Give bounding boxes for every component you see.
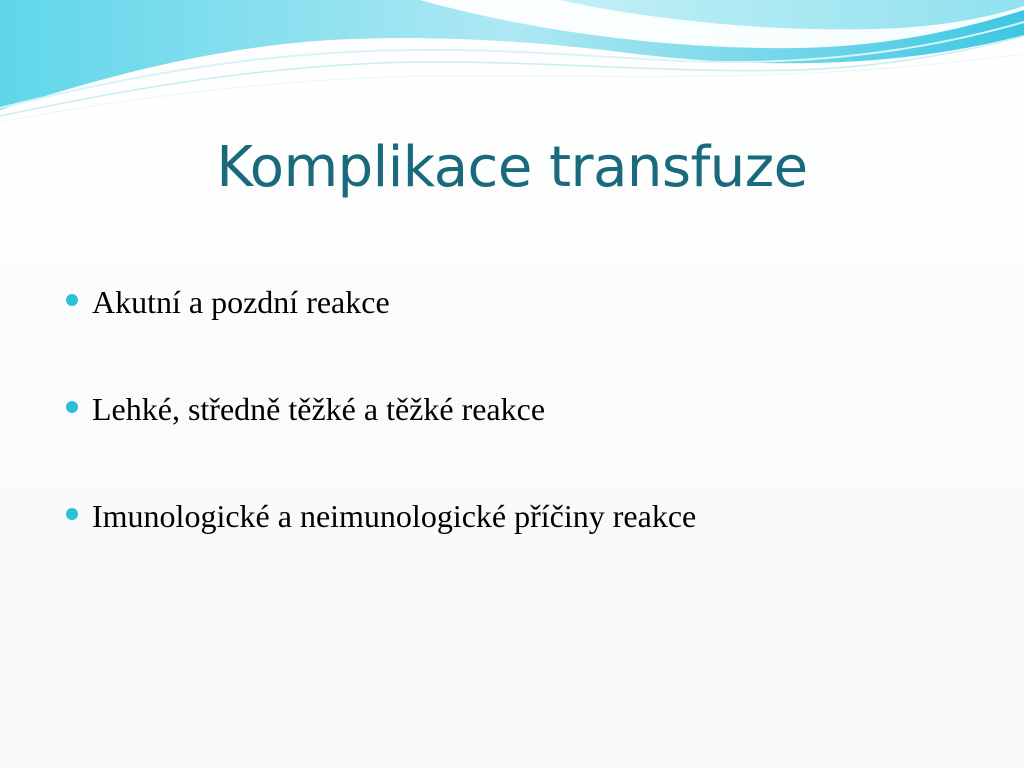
wave-decoration bbox=[0, 0, 1024, 125]
bullet-list bbox=[66, 280, 986, 601]
round-bullet-icon bbox=[66, 401, 78, 413]
slide-title: Komplikace transfuze bbox=[216, 135, 808, 200]
round-bullet-icon bbox=[66, 508, 78, 520]
bullet-item bbox=[66, 387, 986, 431]
bullet-text: Akutní a pozdní reakce bbox=[92, 284, 390, 320]
bullet-item bbox=[66, 280, 986, 324]
bullet-text: Imunologické a neimunologické příčiny reakce bbox=[92, 498, 697, 534]
bullet-text: Lehké, středně těžké a těžké reakce bbox=[92, 391, 546, 427]
bullet-item bbox=[66, 494, 986, 538]
round-bullet-icon bbox=[66, 294, 78, 306]
